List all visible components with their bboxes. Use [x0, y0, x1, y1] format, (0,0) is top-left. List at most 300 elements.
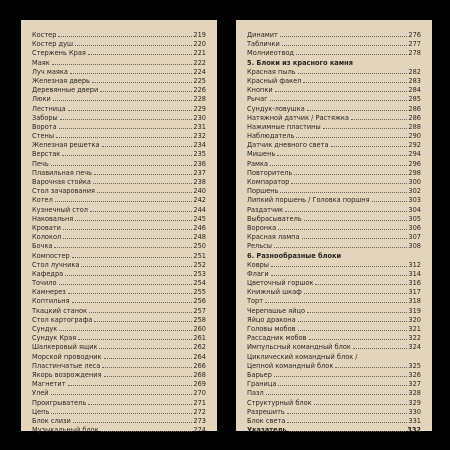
toc-entry-title: Пластинчатые леса — [32, 361, 101, 370]
toc-entry[interactable] — [247, 380, 421, 389]
toc-entry-title: Стол картографа — [32, 315, 93, 324]
toc-entry[interactable] — [247, 307, 421, 316]
dot-leader — [92, 82, 192, 83]
toc-entry-page-number: 235 — [193, 150, 206, 159]
toc-entry-page-number: 220 — [193, 40, 206, 49]
toc-entry[interactable] — [247, 353, 421, 362]
toc-entry-title: Камнерез — [32, 288, 66, 297]
dot-leader — [274, 247, 407, 248]
toc-entry-title: Мишень — [247, 150, 276, 159]
dot-leader — [271, 275, 408, 276]
toc-entry[interactable] — [247, 297, 421, 306]
dot-leader — [309, 339, 408, 340]
toc-entry-page-number: 314 — [408, 269, 421, 278]
dot-leader — [63, 238, 192, 239]
toc-entry-title: Железная дверь — [32, 76, 90, 85]
section-heading[interactable]: 5. Блоки из красного камня — [247, 58, 353, 67]
toc-entry[interactable] — [247, 334, 421, 343]
dot-leader — [275, 91, 408, 92]
dot-leader — [70, 73, 193, 74]
toc-entry[interactable] — [32, 187, 206, 196]
toc-entry-title: Бочка — [32, 242, 53, 251]
dot-leader — [323, 128, 408, 129]
dot-leader — [307, 312, 407, 313]
dot-leader — [56, 137, 192, 138]
toc-entry-page-number: 322 — [408, 334, 421, 343]
toc-entry-page-number: 324 — [408, 343, 421, 352]
toc-entry-page-number: 255 — [193, 288, 206, 297]
toc-entry[interactable] — [32, 114, 206, 123]
dot-leader — [58, 36, 192, 37]
toc-entry[interactable] — [247, 150, 421, 159]
dot-leader — [102, 367, 192, 368]
toc-entry-page-number: 264 — [193, 352, 206, 361]
toc-entry-title: Блок слизи — [32, 416, 71, 425]
dot-leader — [353, 348, 408, 349]
toc-entry-title: Блок света — [247, 416, 286, 425]
toc-entry[interactable] — [247, 68, 421, 77]
dot-leader — [372, 201, 408, 202]
toc-entry-page-number: 286 — [408, 104, 421, 113]
toc-entry[interactable] — [247, 399, 421, 408]
dot-leader — [97, 192, 192, 193]
dot-leader — [54, 247, 192, 248]
toc-entry-page-number: 262 — [193, 343, 206, 352]
toc-entry[interactable] — [32, 233, 206, 242]
toc-entry[interactable] — [32, 215, 206, 224]
toc-entry[interactable] — [247, 95, 421, 104]
toc-entry-title: Нажимные пластины — [247, 122, 321, 131]
toc-entry[interactable] — [32, 417, 206, 426]
toc-entry[interactable] — [247, 316, 421, 325]
toc-entry-page-number: 277 — [408, 40, 421, 49]
toc-entry-page-number: 321 — [408, 325, 421, 333]
toc-entry-title: Выбрасыватель — [247, 214, 302, 223]
toc-entry[interactable] — [32, 178, 206, 187]
dot-leader — [90, 211, 192, 212]
toc-entry-title: Красный факел — [247, 76, 302, 85]
dot-leader — [100, 91, 192, 92]
dot-leader — [81, 266, 192, 267]
toc-entry-title: Коптильня — [32, 297, 70, 306]
dot-leader — [302, 238, 408, 239]
toc-entry-page-number: 268 — [193, 370, 206, 379]
toc-entry[interactable] — [247, 40, 421, 49]
toc-entry[interactable] — [32, 362, 206, 371]
toc-entry-page-number: 257 — [193, 306, 206, 315]
toc-entry[interactable] — [247, 224, 421, 233]
dot-leader — [52, 64, 193, 65]
dot-leader — [285, 211, 407, 212]
toc-entry-title: Якорь возрождения — [32, 370, 102, 379]
toc-entry-title: Натяжной датчик / Растяжка — [247, 113, 349, 122]
toc-entry[interactable] — [247, 105, 421, 114]
toc-entry-title: Точило — [32, 279, 57, 288]
toc-entry[interactable] — [32, 297, 206, 306]
toc-entry[interactable] — [247, 279, 421, 288]
toc-entry-title: Наковальня — [32, 214, 74, 223]
toc-entry-page-number: 303 — [408, 196, 421, 205]
toc-entry[interactable] — [32, 288, 206, 297]
dot-leader — [303, 82, 407, 83]
toc-entry-title: Кузнечный стол — [32, 205, 88, 214]
toc-list-right — [247, 31, 421, 435]
toc-entry-page-number: 269 — [193, 380, 206, 389]
dot-leader — [59, 284, 193, 285]
toc-entry[interactable] — [32, 150, 206, 159]
toc-entry[interactable] — [32, 343, 206, 352]
toc-entry[interactable] — [247, 288, 421, 297]
dot-leader — [73, 422, 193, 423]
toc-entry-title: Красная лампа — [247, 233, 300, 242]
toc-entry-page-number: 236 — [193, 159, 206, 168]
toc-entry-title: Флаги — [247, 269, 269, 278]
toc-entry[interactable] — [32, 123, 206, 132]
toc-entry-title: Красная пыль — [247, 67, 296, 76]
dot-leader — [287, 413, 408, 414]
toc-entry-page-number: 308 — [408, 242, 421, 251]
toc-entry[interactable] — [247, 31, 421, 40]
toc-entry-page-number: 318 — [408, 297, 421, 306]
toc-entry-title: Разрешить — [247, 407, 285, 416]
toc-entry-title: Циклический командный блок / — [247, 352, 358, 361]
dot-leader — [298, 330, 408, 331]
toc-entry-page-number: 312 — [408, 260, 421, 269]
dot-leader — [75, 220, 192, 221]
toc-entry-title: Котел — [32, 196, 53, 205]
toc-entry-page-number: 307 — [408, 233, 421, 242]
toc-entry[interactable] — [32, 353, 206, 362]
toc-entry[interactable] — [247, 408, 421, 417]
toc-entry[interactable] — [247, 114, 421, 123]
toc-entry-title: Черепашье яйцо — [247, 306, 306, 315]
toc-entry[interactable] — [32, 132, 206, 141]
toc-entry-title: Железная решетка — [32, 141, 100, 150]
toc-entry-page-number: 285 — [408, 95, 421, 104]
toc-entry[interactable] — [32, 169, 206, 178]
toc-entry-page-number: 276 — [408, 31, 421, 39]
toc-entry-page-number: 270 — [193, 389, 206, 398]
dot-leader — [51, 394, 193, 395]
dot-leader — [75, 45, 192, 46]
dot-leader — [68, 110, 193, 111]
toc-entry[interactable] — [247, 187, 421, 196]
toc-entry-title: Таблички — [247, 40, 280, 49]
toc-entry-title: Наблюдатель — [247, 132, 295, 141]
toc-entry[interactable] — [32, 307, 206, 316]
toc-entry-title: Проигрыватель — [32, 398, 87, 407]
toc-entry-page-number: 304 — [408, 205, 421, 214]
section-heading[interactable]: 6. Разнообразные блоки — [247, 251, 342, 260]
toc-entry[interactable] — [247, 426, 421, 435]
toc-entry-page-number: 219 — [193, 31, 206, 39]
dot-leader — [307, 110, 408, 111]
toc-entry-page-number: 305 — [408, 214, 421, 223]
toc-entry-title: Сундук Края — [32, 334, 77, 343]
toc-entry-title: Рамка — [247, 159, 269, 168]
toc-entry-page-number: 253 — [193, 269, 206, 278]
dot-leader — [94, 321, 192, 322]
toc-entry-title: Ковры — [247, 260, 269, 269]
dot-leader — [291, 183, 407, 184]
toc-entry-page-number: 238 — [193, 178, 206, 186]
dot-leader — [104, 358, 193, 359]
toc-entry[interactable] — [32, 426, 206, 435]
toc-entry-page-number: 244 — [193, 205, 206, 214]
toc-entry-page-number: 274 — [193, 426, 206, 435]
toc-entry-title: Повторитель — [247, 168, 293, 177]
toc-entry-page-number: 331 — [408, 416, 421, 425]
toc-entry[interactable] — [247, 270, 421, 279]
toc-entry[interactable] — [247, 160, 421, 169]
toc-entry[interactable] — [32, 325, 206, 334]
toc-entry-title: Рельсы — [247, 242, 272, 251]
toc-entry[interactable] — [32, 371, 206, 380]
toc-entry-page-number: 240 — [193, 187, 206, 196]
toc-entry[interactable] — [32, 40, 206, 49]
toc-entry-title: Ворота — [32, 122, 57, 131]
toc-entry-title: Торт — [247, 297, 264, 306]
toc-entry[interactable] — [247, 206, 421, 215]
toc-entry[interactable] — [247, 343, 421, 352]
dot-leader — [278, 385, 407, 386]
toc-entry[interactable] — [247, 325, 421, 334]
toc-entry-page-number: 225 — [193, 76, 206, 85]
toc-entry-page-number: 221 — [193, 49, 206, 58]
toc-entry-page-number: 298 — [408, 168, 421, 177]
toc-entry-title: Молниеотвод — [247, 49, 294, 58]
toc-entry-title: Датчик дневного света — [247, 141, 329, 150]
toc-entry[interactable] — [247, 123, 421, 132]
dot-leader — [335, 367, 407, 368]
toc-entry-page-number: 306 — [408, 223, 421, 232]
toc-entry-page-number: 242 — [193, 196, 206, 205]
toc-entry-page-number: 266 — [193, 361, 206, 370]
toc-entry-title: Книжный шкаф — [247, 288, 302, 297]
dot-leader — [278, 229, 407, 230]
toc-entry-page-number: 316 — [408, 279, 421, 288]
toc-entry-title: Сундук — [32, 325, 58, 333]
toc-entry-title: Рассадник мобов — [247, 334, 307, 343]
toc-entry-title: Структурный блок — [247, 398, 312, 407]
toc-entry[interactable] — [32, 316, 206, 325]
dot-leader — [72, 302, 193, 303]
toc-entry-page-number: 224 — [193, 67, 206, 76]
toc-entry-page-number: 294 — [408, 150, 421, 159]
dot-leader — [351, 119, 408, 120]
dot-leader — [60, 119, 193, 120]
dot-leader — [94, 174, 192, 175]
toc-entry[interactable] — [247, 86, 421, 95]
dot-leader — [277, 155, 407, 156]
toc-entry-page-number: 231 — [193, 122, 206, 131]
toc-entry[interactable] — [32, 252, 206, 261]
dot-leader — [271, 266, 407, 267]
toc-entry-title: Стержень Края — [32, 49, 86, 58]
toc-entry-page-number: 325 — [408, 361, 421, 370]
toc-entry-page-number: 273 — [193, 416, 206, 425]
toc-entry[interactable] — [32, 68, 206, 77]
toc-entry-title: Морской проводник — [32, 352, 102, 361]
toc-entry-title: Костер душ — [32, 40, 74, 49]
toc-entry-page-number: 320 — [408, 315, 421, 324]
toc-entry[interactable] — [247, 178, 421, 187]
toc-entry-page-number: 222 — [193, 58, 206, 67]
toc-entry[interactable] — [247, 132, 421, 141]
dot-leader — [59, 128, 193, 129]
toc-entry[interactable] — [247, 215, 421, 224]
toc-entry-page-number: 328 — [408, 389, 421, 398]
dot-leader — [72, 257, 193, 258]
dot-leader — [51, 413, 192, 414]
toc-entry-title: Костер — [32, 31, 57, 39]
toc-entry-title: Липкий поршень / Головка поршня — [247, 196, 370, 205]
toc-entry-title: Раздатчик — [247, 205, 284, 214]
dot-leader — [65, 275, 192, 276]
toc-entry-title: Рычаг — [247, 95, 268, 104]
dot-leader — [331, 146, 408, 147]
toc-entry-page-number: 300 — [408, 178, 421, 186]
toc-entry-page-number: 286 — [408, 113, 421, 122]
toc-entry-title: Поршень — [247, 187, 279, 196]
dot-leader — [304, 220, 408, 221]
dot-leader — [266, 394, 408, 395]
toc-entry-page-number: 258 — [193, 315, 206, 324]
toc-entry[interactable] — [32, 389, 206, 398]
toc-entry-page-number: 246 — [193, 223, 206, 232]
dot-leader — [287, 422, 407, 423]
toc-entry-title: Луч маяка — [32, 67, 68, 76]
toc-entry[interactable] — [32, 224, 206, 233]
toc-entry[interactable] — [247, 169, 421, 178]
toc-entry[interactable] — [247, 417, 421, 426]
toc-entry-page-number: 245 — [193, 214, 206, 223]
toc-entry-page-number: 292 — [408, 141, 421, 150]
toc-entry-title: Указатель — [247, 426, 287, 435]
toc-entry[interactable] — [247, 49, 421, 58]
toc-entry-title: Цепь — [32, 407, 50, 416]
dot-leader — [63, 229, 192, 230]
toc-entry-title: Граница — [247, 380, 277, 389]
dot-leader — [274, 376, 408, 377]
toc-entry[interactable] — [247, 141, 421, 150]
toc-entry[interactable] — [247, 242, 421, 251]
toc-entry-title: Ткацкий станок — [32, 306, 88, 315]
toc-entry-page-number: 232 — [193, 132, 206, 141]
toc-entry[interactable] — [247, 362, 421, 371]
dot-leader — [296, 54, 407, 55]
toc-entry-page-number: 302 — [408, 187, 421, 196]
toc-entry-title: Заборы — [32, 113, 58, 122]
toc-entry[interactable] — [32, 86, 206, 95]
toc-entry-page-number: 296 — [408, 159, 421, 168]
dot-leader — [88, 404, 192, 405]
dot-leader — [289, 431, 407, 432]
toc-list-left — [32, 31, 206, 435]
dot-leader — [68, 385, 193, 386]
toc-entry[interactable] — [32, 49, 206, 58]
toc-entry[interactable] — [32, 196, 206, 205]
toc-entry[interactable] — [32, 279, 206, 288]
toc-entry-page-number: 327 — [408, 380, 421, 389]
toc-entry-page-number: 272 — [193, 407, 206, 416]
toc-entry[interactable] — [32, 261, 206, 270]
toc-entry-title: Головы мобов — [247, 325, 296, 333]
toc-entry[interactable] — [32, 95, 206, 104]
toc-entry-page-number: 319 — [408, 306, 421, 315]
toc-entry[interactable] — [32, 160, 206, 169]
toc-entry-title: Стол зачарования — [32, 187, 95, 196]
dot-leader — [298, 321, 408, 322]
toc-entry-title: Барьер — [247, 370, 272, 379]
toc-entry-title: Варочная стойка — [32, 178, 91, 186]
toc-entry[interactable] — [32, 77, 206, 86]
toc-entry-title: Магнетит — [32, 380, 66, 389]
toc-entry[interactable] — [247, 371, 421, 380]
toc-entry-title: Компостер — [32, 251, 70, 260]
toc-entry-title: Кафедра — [32, 269, 64, 278]
toc-entry-title: Верстак — [32, 150, 61, 159]
dot-leader — [104, 376, 193, 377]
toc-entry-title: Печь — [32, 159, 49, 168]
toc-entry-page-number: 283 — [408, 76, 421, 85]
toc-entry[interactable] — [32, 206, 206, 215]
toc-entry[interactable] — [32, 380, 206, 389]
toc-entry-page-number: 228 — [193, 95, 206, 104]
dot-leader — [270, 165, 407, 166]
toc-entry-page-number: 234 — [193, 141, 206, 150]
toc-entry[interactable] — [32, 242, 206, 251]
dot-leader — [102, 146, 193, 147]
toc-entry[interactable] — [32, 408, 206, 417]
toc-entry[interactable] — [32, 399, 206, 408]
dot-leader — [265, 302, 407, 303]
toc-entry[interactable] — [32, 59, 206, 68]
toc-entry[interactable] — [247, 196, 421, 205]
toc-entry[interactable] — [32, 105, 206, 114]
dot-leader — [78, 339, 192, 340]
toc-entry-page-number: 332 — [407, 426, 421, 435]
toc-entry-page-number: 261 — [193, 334, 206, 343]
toc-entry-title: Колокол — [32, 233, 62, 242]
toc-entry[interactable] — [32, 141, 206, 150]
toc-entry-page-number: 271 — [193, 398, 206, 407]
toc-entry[interactable] — [247, 389, 421, 398]
toc-entry-title: Цепной командный блок — [247, 361, 334, 370]
toc-entry-page-number: 282 — [408, 67, 421, 76]
toc-entry[interactable] — [247, 77, 421, 86]
toc-entry[interactable] — [247, 233, 421, 242]
toc-entry[interactable] — [32, 31, 206, 40]
toc-entry[interactable] — [247, 261, 421, 270]
toc-entry-page-number: 226 — [193, 86, 206, 95]
toc-entry-title: Улей — [32, 389, 49, 398]
toc-entry-title: Яйцо дракона — [247, 315, 296, 324]
toc-entry-page-number: 229 — [193, 104, 206, 113]
toc-page-right — [236, 20, 432, 435]
toc-entry-title: Шалкеровый ящик — [32, 343, 98, 352]
dot-leader — [101, 431, 193, 432]
toc-entry-title: Стол лучника — [32, 260, 80, 269]
toc-entry[interactable] — [32, 334, 206, 343]
dot-leader — [270, 100, 408, 101]
toc-entry-page-number: 248 — [193, 233, 206, 242]
toc-entry[interactable] — [32, 270, 206, 279]
toc-entry-page-number: 237 — [193, 168, 206, 177]
toc-entry-title: Сундук-ловушка — [247, 104, 305, 113]
toc-entry-page-number: 284 — [408, 86, 421, 95]
dot-leader — [53, 100, 193, 101]
